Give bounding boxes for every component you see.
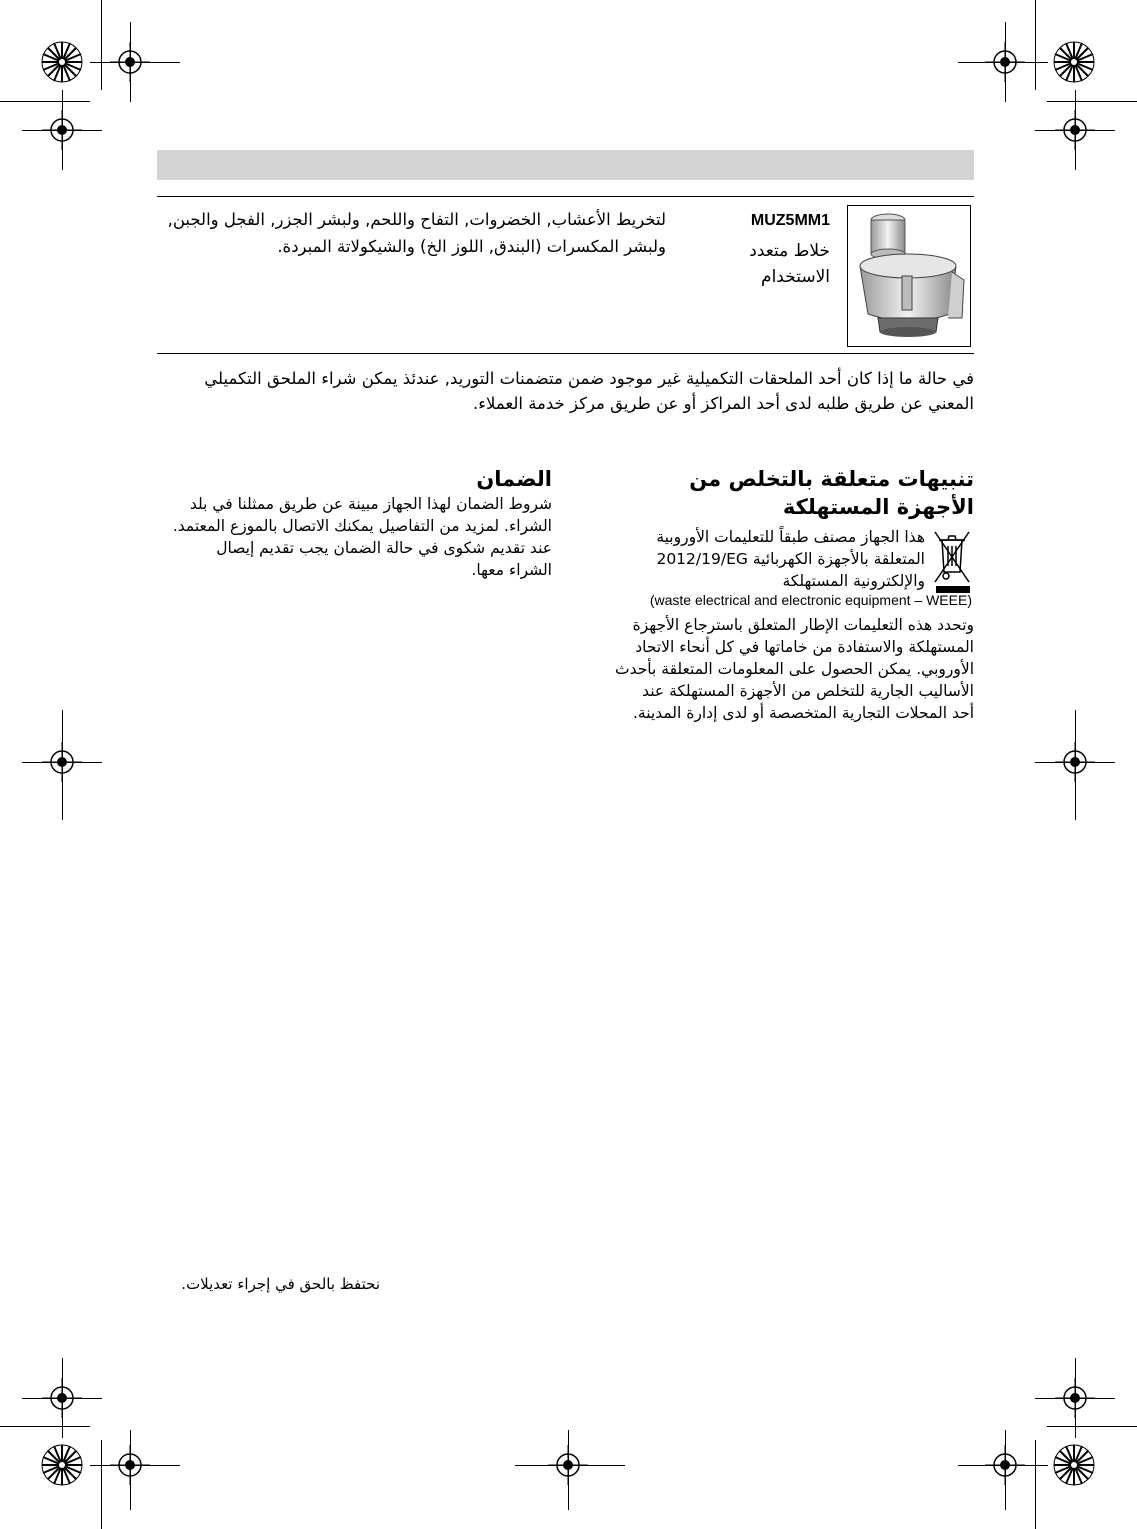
weee-line3: والإلكترونية المستهلكة	[782, 572, 925, 590]
registration-mark-icon	[42, 1378, 82, 1418]
registration-mark-icon	[42, 110, 82, 150]
disposal-body-line1: وتحدد هذه التعليمات الإطار المتعلق باسترجاع الأجهزة	[632, 616, 974, 634]
disposal-body-line3: الأوروبي. يمكن الحصول على المعلومات المتعلقة بأحدث	[615, 660, 974, 678]
footer-note: نحتفظ بالحق في إجراء تعديلات.	[181, 1275, 380, 1293]
starburst-mark-icon	[40, 1443, 84, 1487]
divider	[157, 196, 974, 197]
registration-mark-icon	[985, 42, 1025, 82]
disposal-body-line5: أحد المحلات التجارية المتخصصة أو لدى إدارة المدينة.	[632, 704, 974, 722]
availability-note-line2: المعني عن طريق طلبه لدى أحد المراكز أو عن طريق مركز خدمة العملاء.	[473, 394, 974, 413]
warranty-line1: شروط الضمان لهذا الجهاز مبينة عن طريق ممثلنا في بلد	[189, 495, 552, 513]
registration-mark-icon	[1055, 742, 1095, 782]
disposal-heading-line2: الأجهزة المستهلكة	[782, 495, 974, 519]
starburst-mark-icon	[1052, 1443, 1096, 1487]
starburst-mark-icon	[1052, 40, 1096, 84]
registration-mark-icon	[110, 1445, 150, 1485]
model-number: MUZ5MM1	[750, 212, 830, 229]
weee-crossed-bin-icon	[932, 528, 972, 600]
registration-mark-icon	[42, 742, 82, 782]
accessory-name-line2: الاستخدام	[761, 267, 830, 287]
accessory-name-line1: خلاط متعدد	[749, 241, 830, 261]
weee-line2: 2012/19/EG المتعلقة بالأجهزة الكهربائية	[656, 550, 925, 568]
disposal-body-line4: الأساليب الجارية للتخلص من الأجهزة المستهلكة عند	[642, 682, 974, 700]
multi-mixer-bowl-icon	[848, 206, 970, 346]
header-band	[157, 150, 974, 180]
warranty-line4: الشراء معها.	[471, 561, 552, 579]
registration-mark-icon	[548, 1445, 588, 1485]
registration-mark-icon	[985, 1445, 1025, 1485]
warranty-line2: الشراء. لمزيد من التفاصيل يمكنك الاتصال بالموزع المعتمد.	[172, 517, 552, 535]
registration-mark-icon	[1055, 110, 1095, 150]
registration-mark-icon	[1055, 1378, 1095, 1418]
weee-line1: هذا الجهاز مصنف طبقاً للتعليمات الأوروبية	[656, 528, 925, 546]
product-image	[847, 205, 971, 347]
accessory-description-line2: ولبشر المكسرات (البندق, اللوز الخ) والشيكولاتة المبردة.	[277, 237, 666, 256]
accessory-description-line1: لتخريط الأعشاب, الخضروات, التفاح واللحم, ولبشر الجزر, الفجل والجبن,	[167, 210, 666, 229]
weee-english-line: (waste electrical and electronic equipment – WEEE)	[649, 592, 972, 608]
starburst-mark-icon	[40, 40, 84, 84]
disposal-body-line2: المستهلكة والاستفادة من خاماتها في كل أنحاء الاتحاد	[635, 638, 974, 656]
availability-note-line1: في حالة ما إذا كان أحد الملحقات التكميلية غير موجود ضمن متضمنات التوريد, عندئذ يمكن شراء الملحق التكميلي	[204, 369, 974, 388]
disposal-heading-line1: تنبيهات متعلقة بالتخلص من	[689, 467, 974, 491]
warranty-heading: الضمان	[476, 467, 552, 491]
registration-mark-icon	[110, 42, 150, 82]
warranty-line3: عند تقديم شكوى في حالة الضمان يجب تقديم إيصال	[216, 539, 552, 557]
divider	[157, 353, 974, 354]
